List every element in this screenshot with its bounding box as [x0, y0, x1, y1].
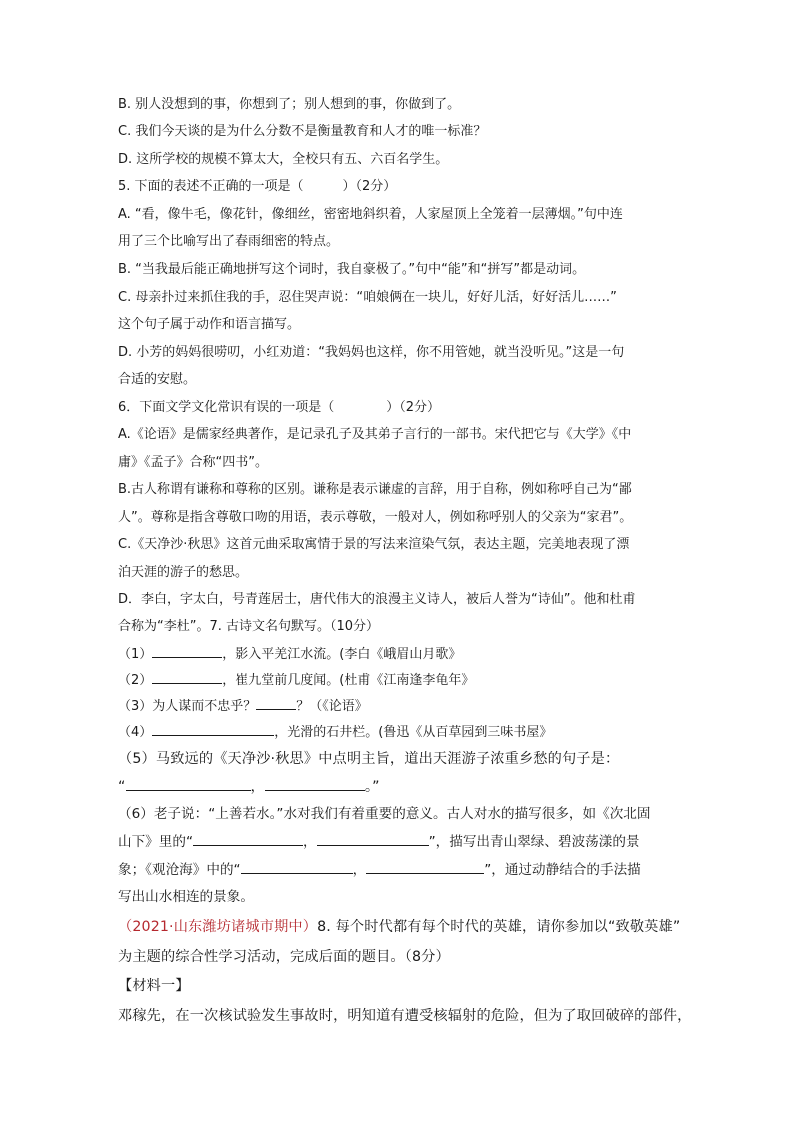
- answer-blank[interactable]: [193, 832, 303, 846]
- fill-item-6-line2: [118, 832, 640, 851]
- option-b-line: B. 别人没想到的事，你想到了；别人想到的事，你做到了。: [118, 97, 461, 112]
- close-quote: 。”: [364, 779, 380, 795]
- fill-1-number: （1）: [118, 647, 153, 662]
- q5-option-c-line2: 这个句子属于动作和语言描写。: [118, 317, 301, 332]
- option-d-line: D. 这所学校的规模不算太大，全校只有五、六百名学生。: [118, 152, 449, 167]
- fill-3-tail: ？（《论语》: [296, 699, 368, 714]
- answer-blank[interactable]: [241, 860, 353, 874]
- question-8-line2: 为主题的综合性学习活动，完成后面的题目。（8分）: [118, 949, 450, 965]
- q6-option-b-line1: B.古人称谓有谦称和尊称的区别。谦称是表示谦虚的言辞，用于自称，例如称呼自己为“鄙: [118, 482, 632, 497]
- answer-blank[interactable]: [366, 860, 484, 874]
- fill-item-3: [118, 696, 368, 716]
- comma: ，: [352, 862, 367, 878]
- answer-blank[interactable]: [152, 644, 222, 658]
- fill-item-6-line3: [118, 860, 641, 879]
- question-8-line1: [118, 918, 680, 936]
- answer-blank[interactable]: [265, 777, 365, 791]
- q6-option-c-line1: C.《天净沙·秋思》这首元曲采取寓情于景的写法来渲染气氛，表达主题，完美地表现了漂: [118, 537, 630, 552]
- fill-4-number: （4）: [118, 725, 153, 740]
- fill-2-number: （2）: [118, 673, 153, 688]
- comma: ，: [303, 834, 317, 850]
- fill-item-6-line1: （6）老子说：“上善若水。”水对我们有着重要的意义。古人对水的描写很多，如《次北固: [118, 806, 651, 822]
- answer-blank[interactable]: [152, 670, 222, 684]
- fill-6-text: 象；《观沧海》中的“: [118, 862, 241, 878]
- q5-option-a-line1: A. “看，像牛毛，像花针，像细丝，密密地斜织着，人家屋顶上全笼着一层薄烟。”句中连: [118, 207, 623, 222]
- q5-option-d-line2: 合适的安慰。: [118, 372, 197, 387]
- fill-item-4: [118, 722, 552, 742]
- q5-option-a-line2: 用了三个比喻写出了春雨细密的特点。: [118, 234, 340, 249]
- source-tag: （2021·山东潍坊诸城市期中）: [118, 919, 318, 935]
- fill-6-text: ”，通过动静结合的手法描: [484, 862, 641, 878]
- fill-item-5: （5）马致远的《天净沙·秋思》中点明主旨，道出天涯游子浓重乡愁的句子是：: [118, 751, 620, 767]
- q6-option-d-line2: 合称为“李杜”。7. 古诗文名句默写。（10分）: [118, 619, 380, 634]
- answer-blank[interactable]: [317, 832, 429, 846]
- q5-option-c-line1: C. 母亲扑过来抓住我的手，忍住哭声说：“咱娘俩在一块儿，好好儿活，好好活儿……”: [118, 290, 617, 305]
- q6-option-b-line2: 人”。尊称是指含尊敬口吻的用语，表示尊敬，一般对人，例如称呼别人的父亲为“家君”。: [118, 510, 633, 525]
- open-quote: “: [118, 779, 126, 795]
- q6-option-c-line2: 泊天涯的游子的愁思。: [118, 565, 249, 580]
- comma: ，: [250, 779, 265, 795]
- answer-blank[interactable]: [152, 722, 274, 736]
- fill-item-1: [118, 644, 461, 664]
- q6-option-d-line1: D．李白，字太白，号青莲居士，唐代伟大的浪漫主义诗人，被后人誉为“诗仙”。他和杜甫: [118, 592, 636, 607]
- fill-item-5-answer: [118, 777, 380, 796]
- material-text: 邓稼先，在一次核试验发生事故时，明知道有遭受核辐射的危险，但为了取回破碎的部件，: [118, 1008, 692, 1024]
- fill-2-text: ，崔九堂前几度闻。(杜甫《江南逢李龟年》: [222, 673, 475, 688]
- option-c-line: C. 我们今天谈的是为什么分数不是衡量教育和人才的唯一标准？: [118, 124, 487, 139]
- q5-option-b: B. “当我最后能正确地拼写这个词时，我自豪极了。”句中“能”和“拼写”都是动词。: [118, 262, 586, 277]
- q6-option-a-line1: A.《论语》是儒家经典著作，是记录孔子及其弟子言行的一部书。宋代把它与《大学》《中: [118, 427, 632, 442]
- material-heading: 【材料一】: [118, 978, 190, 994]
- question-8-text: 8. 每个时代都有每个时代的英雄，请你参加以“致敬英雄”: [317, 919, 681, 935]
- q5-option-d-line1: D. 小芳的妈妈很唠叨，小红劝道：“我妈妈也这样，你不用管她，就当没听见。”这是一句: [118, 345, 625, 360]
- fill-1-text: ，影入平羌江水流。(李白《峨眉山月歌》: [222, 647, 462, 662]
- answer-blank[interactable]: [126, 777, 251, 791]
- question-6-title: 6．下面文学文化常识有误的一项是（ ）（2分）: [118, 400, 441, 415]
- answer-blank[interactable]: [256, 696, 296, 710]
- q6-option-a-line2: 庸》《孟子》合称“四书”。: [118, 455, 268, 470]
- fill-4-text: ，光滑的石井栏。(鲁迅《从百草园到三味书屋》: [274, 725, 553, 740]
- fill-6-text: 山下》里的“: [118, 834, 194, 850]
- question-5-title: 5. 下面的表述不正确的一项是（ ）（2分）: [118, 179, 397, 194]
- fill-6-text: ”，描写出青山翠绿、碧波荡漾的景: [428, 834, 640, 850]
- fill-item-6-line4: 写出山水相连的景象。: [118, 889, 254, 905]
- fill-item-2: [118, 670, 474, 690]
- fill-3-text: （3）为人谋而不忠乎？: [118, 699, 257, 714]
